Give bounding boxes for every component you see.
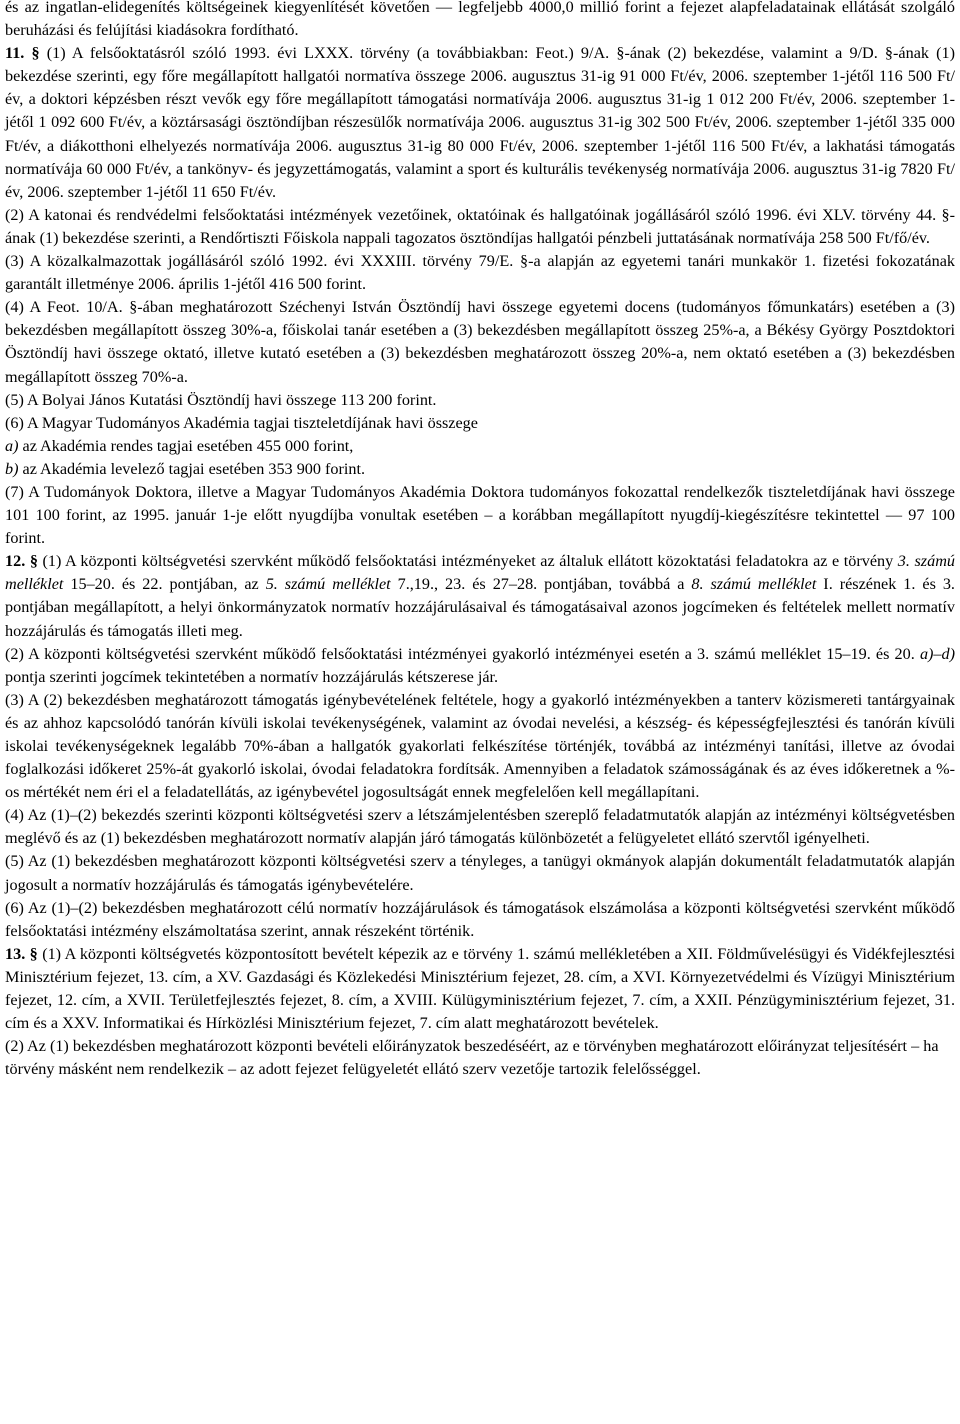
text-run: 15–20. és 22. pontjában, az	[63, 575, 266, 594]
bold-text: 12.	[5, 552, 26, 571]
text-run: 7.,19., 23. és 27–28. pontjában, továbbá a	[390, 575, 692, 594]
bold-text: §	[31, 44, 40, 63]
text-run: (5) A Bolyai János Kutatási Ösztöndíj havi összege 113 200 forint.	[5, 390, 437, 409]
text-run: az Akadémia levelező tagjai esetében 353 900 forint.	[18, 459, 366, 478]
text-run	[24, 44, 31, 62]
text-run: az Akadémia rendes tagjai esetében 455 000 forint,	[18, 436, 354, 455]
paragraph	[5, 296, 955, 388]
paragraph	[5, 389, 955, 412]
italic-text: 8. számú melléklet	[691, 575, 817, 594]
text-run: (1) A központi költségvetési szervként működő felsőoktatási intézményeket az általuk ellátott közoktatási feladatokra az e törvény	[37, 552, 898, 571]
paragraph	[5, 550, 955, 642]
italic-text: 3. számú melléklet	[5, 552, 955, 594]
text-run: (4) Az (1)–(2) bekezdés szerinti központi költségvetési szerv a létszámjelentésben szereplő feladatmutatók alapján az intézményi költségvetésben meglévő és az (1) bekezdésben meghatározott normatív alapján járó támogatás különbözetét a felügyeletet ellátó szervtől igényelheti.	[5, 806, 955, 848]
text-run: pontja szerinti jogcímek tekintetében a normatív hozzájárulás kétszerese jár.	[5, 667, 499, 686]
text-run: (1) A felsőoktatásról szóló 1993. évi LXXX. törvény (a továbbiakban: Feot.) 9/A. §-ának (2) bekezdése, valamint a 9/D. §-ának (1) bekezdése szerinti, egy főre megállapított hallgatói normatíva összege 2006. augusztus 31-ig 91 000 Ft/év, 2006. szeptember 1-jétől 116 500 Ft/év, a doktori képzésben részt vevők egy főre megállapított támogatási normatívája 2006. augusztus 31-ig 1 012 200 Ft/év, 2006. szeptember 1-jétől 1 092 600 Ft/év, a köztársasági ösztöndíjban részesülők normatívája 2006. augusztus 31-ig 302 500 Ft/év, 2006. szeptember 1-jétől 335 000 Ft/év, a diákotthoni elhelyezés normatívája 2006. augusztus 31-ig 80 000 Ft/év, 2006. szeptember 1-jétől 116 500 Ft/év, a lakhatási támogatás normatívája 60 000 Ft/év, a tankönyv- és jegyzettámogatás, valamint a sport és kulturális tevékenység normatívája 2006. augusztus 31-ig 7820 Ft/év, 2006. szeptember 1-jétől 11 650 Ft/év.	[5, 44, 956, 201]
text-run: (1) A központi költségvetés központosított bevételt képezik az e törvény 1. számú mellékletében a XII. Földművelésügyi és Vidékfejlesztési Minisztérium fejezet, 13. cím, a XV. Gazdasági és Közlekedési Minisztérium fejezet, 28. cím, a XVI. Környezetvédelmi és Vízügyi Minisztérium fejezet, 12. cím, a XVII. Területfejlesztés fejezet, 8. cím, a XVIII. Külügyminisztérium fejezet, 7. cím, a XXII. Pénzügyminisztérium fejezet, 31. cím és a XXV. Informatikai és Hírközlési Minisztérium fejezet, 7. cím alatt meghatározott bevételek.	[5, 944, 955, 1033]
text-run: (2) A katonai és rendvédelmi felsőoktatási intézmények vezetőinek, oktatóinak és hallgatóinak jogállásáról szóló 1996. évi XLV. törvény 44. §-ának (1) bekezdése szerinti, a Rendőrtiszti Főiskola nappali tagozatos ösztöndíjas hallgatói pénzbeli juttatásának normatívája 258 500 Ft/fő/év.	[5, 205, 955, 247]
paragraph	[5, 458, 955, 481]
paragraph	[5, 643, 955, 689]
paragraph	[5, 204, 955, 250]
paragraph	[5, 481, 955, 550]
text-run: (2) A központi költségvetési szervként működő felsőoktatási intézményei gyakorló intézményei esetén a 3. számú melléklet 15–19. és 20.	[5, 644, 920, 663]
italic-text: a)–d)	[919, 644, 955, 663]
paragraph	[5, 689, 955, 804]
italic-text: 5. számú melléklet	[265, 575, 391, 594]
bold-text: 11.	[5, 44, 25, 63]
paragraph	[5, 0, 955, 42]
paragraph	[5, 435, 955, 458]
text-run: (4) A Feot. 10/A. §-ában meghatározott Széchenyi István Ösztöndíj havi összege egyetemi docens (tudományos főmunkatárs) esetében a (3) bekezdésben megállapított összeg 30%-a, főiskolai tanár esetében a (3) bekezdésben megállapított összeg 25%-a, a Békésy György Posztdoktori Ösztöndíj havi összege oktató, illetve kutató esetében a (3) bekezdésben meghatározott összeg 20%-a, nem oktató esetében a (3) bekezdésben megállapított összeg 70%-a.	[5, 298, 955, 386]
bold-text: §	[29, 944, 38, 963]
paragraph	[5, 943, 955, 1035]
text-run: (6) Az (1)–(2) bekezdésben meghatározott célú normatív hozzájárulások és támogatások elszámolása a központi költségvetési szervként működő felsőoktatási intézmény elszámoltatása szerint, annak részeként történik.	[5, 898, 955, 940]
text-run: (3) A közalkalmazottak jogállásáról szóló 1992. évi XXXIII. törvény 79/E. §-a alapján az egyetemi tanári munkakör 1. fizetési fokozatának garantált illetménye 2006. április 1-jétől 416 500 forint.	[5, 252, 955, 294]
paragraph	[5, 804, 955, 850]
paragraph	[5, 897, 955, 943]
paragraph	[5, 850, 955, 896]
paragraph	[5, 42, 955, 204]
paragraph	[5, 412, 955, 435]
text-run: (5) Az (1) bekezdésben meghatározott központi költségvetési szerv a tényleges, a tanügyi okmányok alapján dokumentált feladatmutatók alapján jogosult a normatív hozzájárulás és támogatás igénybevételére.	[5, 852, 955, 894]
document-page	[5, 0, 955, 1081]
bold-text: 13.	[5, 944, 26, 963]
text-run: (7) A Tudományok Doktora, illetve a Magyar Tudományos Akadémia Doktora tudományos fokozattal rendelkezők tiszteletdíjának havi összege 101 100 forint, az 1995. január 1-je előtt nyugdíjba vonultak esetében – a korábban megállapított nyugdíj-kiegészítésre tekintettel — 97 100 forint.	[5, 482, 955, 548]
text-run: és az ingatlan-elidegenítés költségeinek kiegyenlítését követően — legfeljebb 4000,0 millió forint a fejezet alapfeladatainak ellátását szolgáló beruházási és felújítási kiadásokra fordítható.	[5, 0, 955, 40]
paragraph	[5, 1035, 955, 1081]
bold-text: §	[29, 552, 38, 571]
text-run: (6) A Magyar Tudományos Akadémia tagjai tiszteletdíjának havi összege	[5, 413, 478, 432]
paragraph	[5, 250, 955, 296]
text-run: (3) A (2) bekezdésben meghatározott támogatás igénybevételének feltétele, hogy a gyakorló intézményekben a tanterv közismereti tantárgyainak és az ahhoz kapcsolódó tanórán kívüli iskolai tevékenységének, valamint az óvodai nevelési, a készség- és képességfejlesztési és tanórán kívüli iskolai tevékenységeknek legalább 70%-ában a hallgatók gyakorlati felkészítése történjék, továbbá az intézményi tanítási, illetve az óvodai foglalkozási időkeret 25%-át gyakorló iskolai, óvodai feladatokra fordítsák. Amennyiben a feladatok számosságának és az éves időkeretnek a %-os mértékét nem éri el a feladatellátás, az igénybevétel jogosultságát ennek megfelelően kell megállapítani.	[5, 690, 955, 802]
text-run: (2) Az (1) bekezdésben meghatározott központi bevételi előirányzatok beszedéséért, az e törvényben meghatározott előirányzat teljesítésért – ha törvény másként nem rendelkezik – az adott fejezet felügyeletét ellátó szerv vezetője tartozik felelősséggel.	[5, 1037, 939, 1079]
italic-text: a)	[5, 436, 19, 455]
text-run: I. részének 1. és 3. pontjában megállapított, a helyi önkormányzatok normatív hozzájárulásaival és támogatásaival azonos jogcímeken és feltételek mellett normatív hozzájárulás és támogatás illeti meg.	[5, 575, 955, 640]
italic-text: b)	[5, 459, 19, 478]
